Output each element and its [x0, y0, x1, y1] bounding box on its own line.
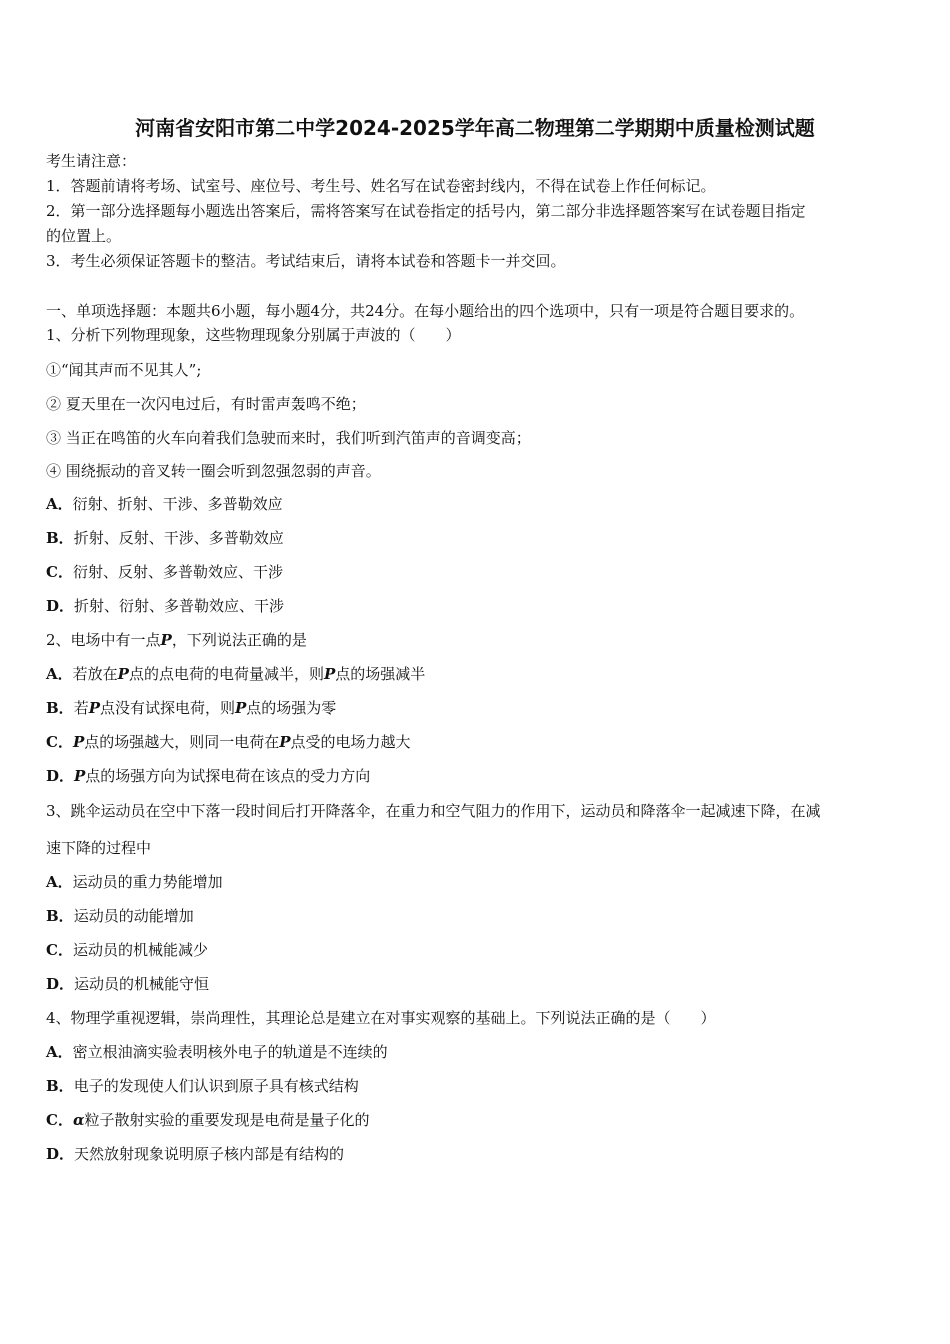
q3-option-b[interactable] [46, 906, 194, 926]
q1-stem: 1、分析下列物理现象，这些物理现象分别属于声波的（ ） [46, 326, 461, 344]
notice-item-3: 3．考生必须保证答题卡的整洁。考试结束后，请将本试卷和答题卡一并交回。 [46, 252, 566, 270]
option-text: 天然放射现象说明原子核内部是有结构的 [74, 1145, 345, 1163]
q4-option-a[interactable] [46, 1042, 388, 1062]
notice-item-2: 2．第一部分选择题每小题选出答案后，需将答案写在试卷指定的括号内，第二部分非选择题答案写在试卷题目指定 [46, 202, 806, 220]
option-letter: B． [46, 907, 74, 925]
q4-option-d[interactable] [46, 1144, 344, 1164]
exam-title: 河南省安阳市第二中学2024-2025学年高二物理第二学期期中质量检测试题 [135, 116, 815, 140]
q2-stem-part: 2、电场中有一点 [46, 631, 161, 649]
q3-option-d[interactable] [46, 974, 209, 994]
option-text: 电子的发现使人们认识到原子具有核式结构 [73, 1077, 359, 1095]
variable-p: P [74, 767, 86, 785]
q3-stem-line-1: 3、跳伞运动员在空中下落一段时间后打开降落伞，在重力和空气阻力的作用下，运动员和降落伞一起减速下降，在减 [46, 802, 821, 820]
option-text: 点受的电场力越大 [290, 733, 411, 751]
q4-stem: 4、物理学重视逻辑，崇尚理性，其理论总是建立在对事实观察的基础上。下列说法正确的是（ ） [46, 1009, 716, 1027]
option-letter: C． [46, 941, 73, 959]
option-text: 衍射、折射、干涉、多普勒效应 [72, 495, 283, 513]
option-letter: A． [46, 665, 73, 683]
alpha-symbol: α [72, 1111, 85, 1129]
option-text: 折射、衍射、多普勒效应、干涉 [74, 597, 285, 615]
variable-p: P [117, 665, 129, 683]
section-heading: 一、单项选择题：本题共6小题，每小题4分，共24分。在每小题给出的四个选项中，只有一项是符合题目要求的。 [46, 302, 805, 320]
option-letter: B． [46, 529, 74, 547]
q3-option-c[interactable] [46, 940, 208, 960]
option-letter: D． [46, 975, 75, 993]
option-letter: C． [46, 733, 73, 751]
q1-item-1: ①“闻其声而不见其人”; [46, 361, 202, 379]
option-text: 运动员的重力势能增加 [72, 873, 223, 891]
option-text: 点没有试探电荷，则 [99, 699, 235, 717]
q1-option-d[interactable] [46, 596, 284, 616]
notice-heading: 考生请注意： [46, 152, 137, 170]
option-text: 粒子散射实验的重要发现是电荷是量子化的 [84, 1111, 370, 1129]
q2-option-b[interactable] [46, 698, 336, 718]
option-text: 若放在 [72, 665, 118, 683]
option-text: 若 [73, 699, 89, 717]
option-text: 点的场强越大，则同一电荷在 [84, 733, 280, 751]
q4-option-b[interactable] [46, 1076, 359, 1096]
option-text: 折射、反射、干涉、多普勒效应 [73, 529, 284, 547]
option-letter: D． [46, 1145, 75, 1163]
q1-option-a[interactable] [46, 494, 283, 514]
option-text: 运动员的机械能守恒 [74, 975, 210, 993]
notice-item-1: 1．答题前请将考场、试室号、座位号、考生号、姓名写在试卷密封线内，不得在试卷上作任何标记。 [46, 177, 716, 195]
variable-p: P [323, 665, 336, 683]
variable-p: P [72, 733, 85, 751]
q2-stem [46, 630, 307, 650]
option-text: 衍射、反射、多普勒效应、干涉 [72, 563, 283, 581]
variable-p: P [279, 733, 291, 751]
q1-item-3: ③ 当正在鸣笛的火车向着我们急驶而来时，我们听到汽笛声的音调变高； [46, 429, 531, 447]
q3-option-a[interactable] [46, 872, 223, 892]
variable-p: P [88, 699, 100, 717]
option-letter: B． [46, 1077, 74, 1095]
q1-option-c[interactable] [46, 562, 283, 582]
option-letter: B． [46, 699, 74, 717]
q1-item-2: ② 夏天里在一次闪电过后，有时雷声轰鸣不绝； [46, 395, 366, 413]
q1-option-b[interactable] [46, 528, 284, 548]
q2-option-d[interactable] [46, 766, 370, 786]
option-letter: A． [46, 495, 73, 513]
option-letter: A． [46, 873, 73, 891]
q2-option-c[interactable] [46, 732, 411, 752]
option-letter: D． [46, 767, 75, 785]
option-text: 点的点电荷的电荷量减半，则 [128, 665, 324, 683]
option-letter: A． [46, 1043, 73, 1061]
q2-option-a[interactable] [46, 664, 425, 684]
q3-stem-line-2: 速下降的过程中 [46, 839, 152, 857]
variable-p: P [235, 699, 247, 717]
option-text: 点的场强减半 [335, 665, 426, 683]
option-text: 运动员的机械能减少 [72, 941, 208, 959]
option-letter: D． [46, 597, 75, 615]
option-letter: C． [46, 563, 73, 581]
q4-option-c[interactable] [46, 1110, 370, 1130]
option-text: 点的场强为零 [246, 699, 337, 717]
q1-item-4: ④ 围绕振动的音叉转一圈会听到忽强忽弱的声音。 [46, 462, 381, 480]
notice-item-2-cont: 的位置上。 [46, 227, 122, 245]
option-text: 密立根油滴实验表明核外电子的轨道是不连续的 [72, 1043, 388, 1061]
option-text: 运动员的动能增加 [73, 907, 194, 925]
variable-p: P [160, 631, 172, 649]
option-text: 点的场强方向为试探电荷在该点的受力方向 [85, 767, 371, 785]
q2-stem-part: ，下列说法正确的是 [171, 631, 307, 649]
option-letter: C． [46, 1111, 73, 1129]
